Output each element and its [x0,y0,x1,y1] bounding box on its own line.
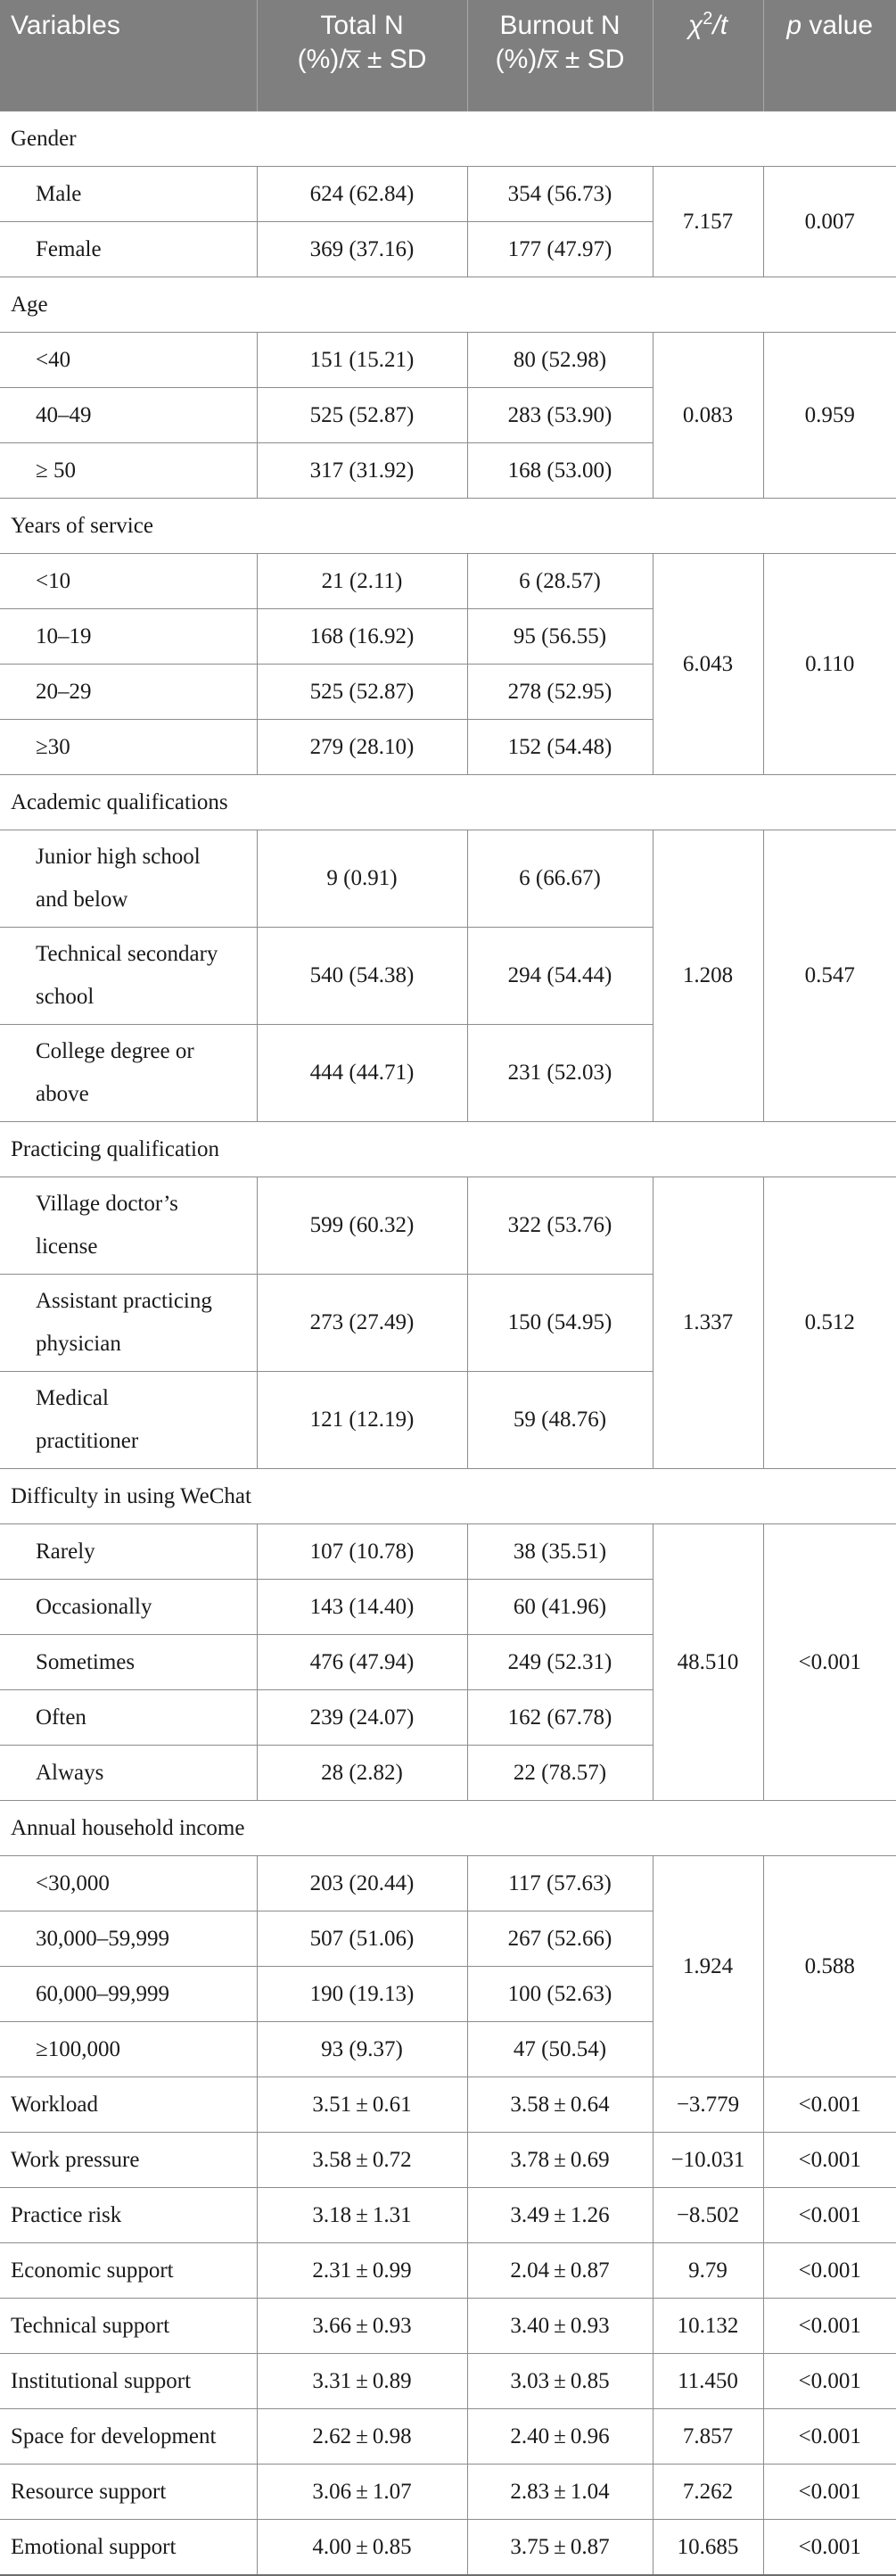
total-cell: 239 (24.07) [257,1690,467,1746]
burnout-cell: 177 (47.97) [467,222,653,277]
burnout-cell: 354 (56.73) [467,167,653,222]
row-label: <10 [0,554,257,609]
table-row [0,2354,896,2409]
total-cell: 444 (44.71) [257,1025,467,1122]
row-label: Space for development [0,2409,257,2465]
burnout-cell: 2.83 ± 1.04 [467,2465,653,2520]
total-cell: 3.58 ± 0.72 [257,2133,467,2188]
table-row [0,2077,896,2133]
burnout-cell: 3.49 ± 1.26 [467,2188,653,2243]
row-label: Always [0,1746,257,1801]
stat-cell: −3.779 [653,2077,763,2133]
category-label: Age [0,277,896,333]
table-row [0,2299,896,2354]
p-value-cell: <0.001 [763,2520,896,2576]
stat-cell: −8.502 [653,2188,763,2243]
row-label: 30,000–59,999 [0,1911,257,1967]
p-value-cell: 0.110 [763,554,896,775]
total-cell: 317 (31.92) [257,443,467,499]
header-total-line1: Total N [320,11,404,40]
table-header [0,0,896,111]
total-cell: 3.31 ± 0.89 [257,2354,467,2409]
category-label: Gender [0,111,896,167]
row-label: 20–29 [0,665,257,720]
stat-cell: 48.510 [653,1524,763,1801]
p-value-cell: <0.001 [763,2243,896,2299]
row-label-line2: above [36,1082,89,1106]
category-row [0,111,896,167]
burnout-cell: 3.03 ± 0.85 [467,2354,653,2409]
burnout-cell: 168 (53.00) [467,443,653,499]
category-row [0,499,896,554]
total-cell: 203 (20.44) [257,1856,467,1911]
total-cell: 107 (10.78) [257,1524,467,1580]
row-label [0,1025,257,1122]
table-row [0,830,896,928]
p-value-cell: 0.959 [763,333,896,499]
row-label [0,928,257,1025]
stat-cell: 1.924 [653,1856,763,2077]
p-value-cell: 0.512 [763,1177,896,1469]
category-row [0,277,896,333]
burnout-cell: 152 (54.48) [467,720,653,775]
total-cell: 624 (62.84) [257,167,467,222]
p-value-cell: <0.001 [763,2465,896,2520]
p-value-cell: 0.007 [763,167,896,277]
total-cell: 3.18 ± 1.31 [257,2188,467,2243]
row-label: ≥30 [0,720,257,775]
row-label: ≥ 50 [0,443,257,499]
row-label-line1: Junior high school [36,845,201,869]
p-value-cell: 0.547 [763,830,896,1122]
p-value-cell: <0.001 [763,2299,896,2354]
total-cell: 2.31 ± 0.99 [257,2243,467,2299]
burnout-cell: 59 (48.76) [467,1372,653,1469]
row-label-line1: College degree or [36,1039,194,1063]
category-label: Practicing qualification [0,1122,896,1177]
row-label [0,830,257,928]
burnout-cell: 2.04 ± 0.87 [467,2243,653,2299]
stat-cell: 7.157 [653,167,763,277]
row-label: Often [0,1690,257,1746]
stat-cell: 7.262 [653,2465,763,2520]
row-label [0,1372,257,1469]
burnout-cell: 249 (52.31) [467,1635,653,1690]
row-label: Occasionally [0,1580,257,1635]
row-label: Male [0,167,257,222]
header-burnout-line2: (%)/x̅ ± SD [495,45,625,74]
burnout-cell: 150 (54.95) [467,1275,653,1372]
row-label: Emotional support [0,2520,257,2576]
header-burnout [467,0,653,111]
header-p-italic: p [786,11,802,40]
stat-cell: 10.132 [653,2299,763,2354]
row-label-line2: practitioner [36,1429,139,1453]
row-label-line1: Medical [36,1386,109,1410]
category-row [0,775,896,830]
row-label: <30,000 [0,1856,257,1911]
header-variables: Variables [0,0,257,111]
burnout-cell: 283 (53.90) [467,388,653,443]
total-cell: 3.51 ± 0.61 [257,2077,467,2133]
burnout-cell: 80 (52.98) [467,333,653,388]
total-cell: 525 (52.87) [257,665,467,720]
table-row [0,2409,896,2465]
category-label: Annual household income [0,1801,896,1856]
row-label-line1: Technical secondary [36,942,218,966]
row-label: Practice risk [0,2188,257,2243]
burnout-cell: 117 (57.63) [467,1856,653,1911]
total-cell: 369 (37.16) [257,222,467,277]
burnout-cell: 3.78 ± 0.69 [467,2133,653,2188]
total-cell: 151 (15.21) [257,333,467,388]
header-chi-rest: /t [712,11,728,40]
header-p-rest: value [801,11,874,40]
table-row [0,2465,896,2520]
burnout-cell: 95 (56.55) [467,609,653,665]
stat-cell: −10.031 [653,2133,763,2188]
burnout-cell: 267 (52.66) [467,1911,653,1967]
row-label-line2: physician [36,1332,121,1356]
row-label: Female [0,222,257,277]
header-chi-square [653,0,763,111]
total-cell: 507 (51.06) [257,1911,467,1967]
stat-cell: 1.208 [653,830,763,1122]
row-label-line2: license [36,1234,98,1259]
row-label: 10–19 [0,609,257,665]
category-row [0,1801,896,1856]
table-row [0,1524,896,1580]
stat-cell: 7.857 [653,2409,763,2465]
total-cell: 121 (12.19) [257,1372,467,1469]
table-row [0,2133,896,2188]
row-label: <40 [0,333,257,388]
p-value-cell: <0.001 [763,2409,896,2465]
row-label-line1: Assistant practicing [36,1289,212,1313]
p-value-cell: <0.001 [763,2133,896,2188]
row-label: Sometimes [0,1635,257,1690]
row-label: Rarely [0,1524,257,1580]
row-label: Resource support [0,2465,257,2520]
category-label: Difficulty in using WeChat [0,1469,896,1524]
total-cell: 273 (27.49) [257,1275,467,1372]
category-row [0,1122,896,1177]
table-row [0,167,896,222]
header-p-value [763,0,896,111]
p-value-cell: 0.588 [763,1856,896,2077]
row-label [0,1177,257,1275]
row-label-line2: school [36,985,95,1009]
header-burnout-line1: Burnout N [499,11,621,40]
total-cell: 93 (9.37) [257,2022,467,2077]
category-row [0,1469,896,1524]
burnout-cell: 38 (35.51) [467,1524,653,1580]
row-label: Technical support [0,2299,257,2354]
row-label: 60,000–99,999 [0,1967,257,2022]
stat-cell: 9.79 [653,2243,763,2299]
table-row [0,333,896,388]
row-label: Economic support [0,2243,257,2299]
p-value-cell: <0.001 [763,2354,896,2409]
table-row [0,1177,896,1275]
row-label: 40–49 [0,388,257,443]
total-cell: 4.00 ± 0.85 [257,2520,467,2576]
stat-cell: 0.083 [653,333,763,499]
total-cell: 21 (2.11) [257,554,467,609]
row-label-line2: and below [36,888,128,912]
table-row [0,2188,896,2243]
stat-cell: 11.450 [653,2354,763,2409]
row-label: Institutional support [0,2354,257,2409]
burnout-cell: 3.75 ± 0.87 [467,2520,653,2576]
burnout-cell: 6 (66.67) [467,830,653,928]
burnout-cell: 162 (67.78) [467,1690,653,1746]
header-total [257,0,467,111]
total-cell: 190 (19.13) [257,1967,467,2022]
total-cell: 168 (16.92) [257,609,467,665]
total-cell: 9 (0.91) [257,830,467,928]
row-label [0,1275,257,1372]
burnout-cell: 47 (50.54) [467,2022,653,2077]
total-cell: 143 (14.40) [257,1580,467,1635]
total-cell: 28 (2.82) [257,1746,467,1801]
row-label: Workload [0,2077,257,2133]
stat-cell: 1.337 [653,1177,763,1469]
row-label: Work pressure [0,2133,257,2188]
table-row [0,2243,896,2299]
p-value-cell: <0.001 [763,2188,896,2243]
burnout-cell: 294 (54.44) [467,928,653,1025]
burnout-cell: 6 (28.57) [467,554,653,609]
burnout-cell: 3.40 ± 0.93 [467,2299,653,2354]
row-label-line1: Village doctor’s [36,1192,178,1216]
p-value-cell: <0.001 [763,2077,896,2133]
row-label: ≥100,000 [0,2022,257,2077]
table-row [0,1856,896,1911]
total-cell: 279 (28.10) [257,720,467,775]
burnout-cell: 278 (52.95) [467,665,653,720]
total-cell: 3.06 ± 1.07 [257,2465,467,2520]
burnout-cell: 22 (78.57) [467,1746,653,1801]
burnout-cell: 100 (52.63) [467,1967,653,2022]
stat-cell: 10.685 [653,2520,763,2576]
burnout-cell: 60 (41.96) [467,1580,653,1635]
total-cell: 599 (60.32) [257,1177,467,1275]
burnout-cell: 231 (52.03) [467,1025,653,1122]
stat-cell: 6.043 [653,554,763,775]
burnout-cell: 2.40 ± 0.96 [467,2409,653,2465]
burnout-cell: 322 (53.76) [467,1177,653,1275]
total-cell: 525 (52.87) [257,388,467,443]
p-value-cell: <0.001 [763,1524,896,1801]
category-label: Academic qualifications [0,775,896,830]
total-cell: 476 (47.94) [257,1635,467,1690]
header-total-line2: (%)/x̅ ± SD [297,45,427,74]
total-cell: 3.66 ± 0.93 [257,2299,467,2354]
total-cell: 2.62 ± 0.98 [257,2409,467,2465]
category-label: Years of service [0,499,896,554]
header-chi-symbol: χ [687,11,703,40]
burnout-cell: 3.58 ± 0.64 [467,2077,653,2133]
table-row [0,554,896,609]
header-chi-sup: 2 [703,9,713,29]
total-cell: 540 (54.38) [257,928,467,1025]
table-row [0,2520,896,2576]
